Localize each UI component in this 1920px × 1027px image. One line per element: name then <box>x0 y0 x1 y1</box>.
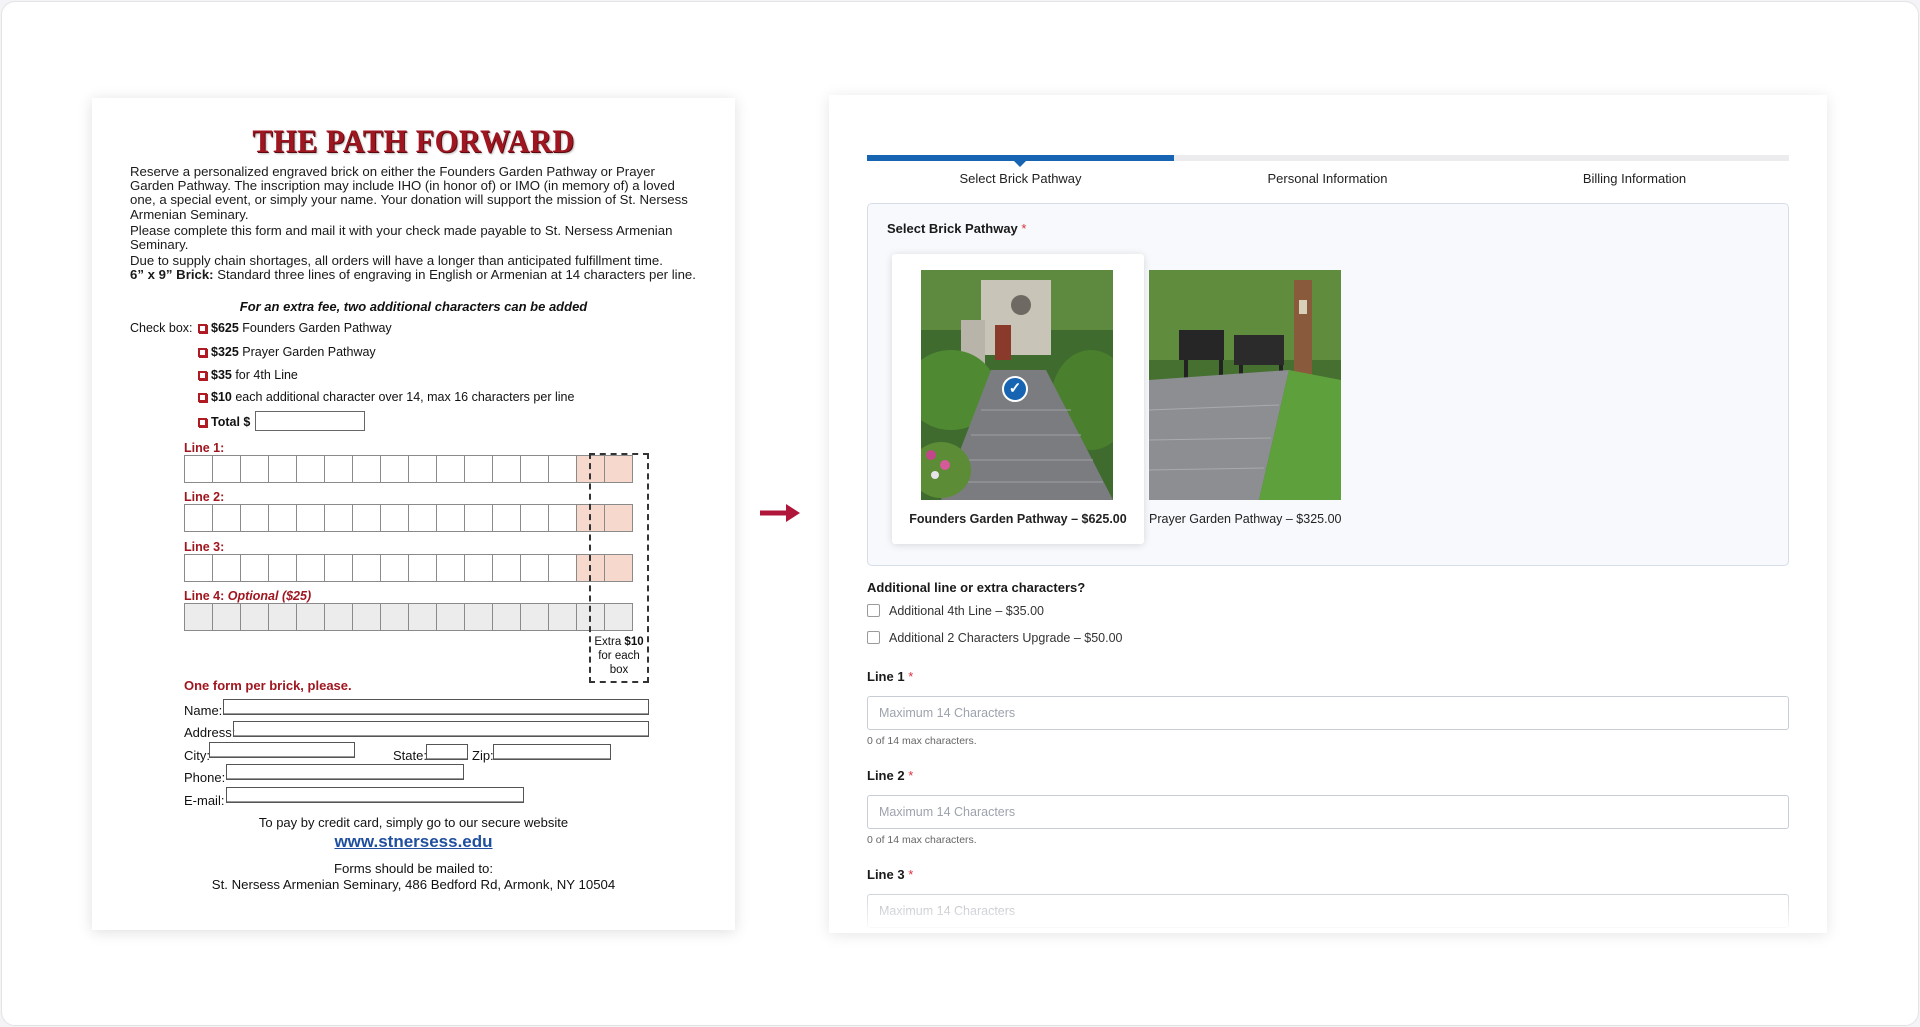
extra-box-note: Extra $10 for each box <box>594 636 644 676</box>
character-box[interactable] <box>492 504 521 532</box>
character-box[interactable] <box>352 455 381 483</box>
email-input[interactable] <box>226 787 524 803</box>
name-input[interactable] <box>223 699 649 715</box>
pathway-selector <box>867 203 1789 566</box>
character-box[interactable] <box>212 603 241 631</box>
phone-label: Phone: <box>184 770 226 785</box>
prayer-option-label: Prayer Garden Pathway – $325.00 <box>1149 512 1342 526</box>
brick-size-text: Standard three lines of engraving in English or Armenian at 14 characters per line. <box>213 267 696 283</box>
zip-label: Zip: <box>472 748 494 763</box>
intro-paragraph-3: Due to supply chain shortages, all orders will have a longer than anticipated fulfillment time. <box>130 253 663 269</box>
character-box[interactable] <box>408 504 437 532</box>
character-box[interactable] <box>352 554 381 582</box>
line-2-field-label: Line 2 * <box>867 768 914 783</box>
paper-intro <box>130 165 702 285</box>
character-box[interactable] <box>212 455 241 483</box>
character-box[interactable] <box>268 554 297 582</box>
option-total: Total $ <box>198 415 250 429</box>
character-box[interactable] <box>184 603 213 631</box>
intro-paragraph-1: Reserve a personalized engraved brick on either the Founders Garden Pathway or Prayer Garden Pathway. The inscription may include IHO (in honor of) or IMO (in memory of) a loved one, a special event, or simply your name. Your donation will support the mission of St. Nersess Armenian Seminary. <box>130 164 688 222</box>
intro-paragraph-2: Please complete this form and mail it with your check made payable to St. Nersess Armenian Seminary. <box>130 222 673 253</box>
character-box[interactable] <box>436 455 465 483</box>
line-2-hint: 0 of 14 max characters. <box>867 834 977 846</box>
checkbox-icon[interactable] <box>867 604 880 617</box>
checkbox-icon[interactable] <box>198 348 207 357</box>
total-input[interactable] <box>255 411 365 431</box>
character-box[interactable] <box>296 603 325 631</box>
state-input[interactable] <box>426 744 468 760</box>
character-box[interactable] <box>408 603 437 631</box>
city-label: City: <box>184 748 210 763</box>
character-box[interactable] <box>268 504 297 532</box>
check-circle-icon: ✓ <box>1002 376 1028 402</box>
mailed-title: Forms should be mailed to: <box>333 861 494 876</box>
line-1-hint: 0 of 14 max characters. <box>867 735 977 747</box>
address-input[interactable] <box>233 721 649 737</box>
checkbox-icon[interactable] <box>867 631 880 644</box>
email-label: E-mail: <box>184 793 225 808</box>
line-4-grid[interactable] <box>184 603 632 631</box>
extra-fee-note: For an extra fee, two additional characters can be added <box>239 299 588 314</box>
checkbox-icon[interactable] <box>198 418 207 427</box>
arrow-right-icon <box>760 501 802 525</box>
character-box[interactable] <box>548 603 577 631</box>
option-prayer-garden[interactable] <box>1149 254 1401 544</box>
line-2-input[interactable] <box>867 795 1789 829</box>
step-caret-icon <box>1014 161 1026 167</box>
check-box-label: Check box: <box>130 321 193 335</box>
prayer-garden-photo <box>1149 270 1341 500</box>
pathway-label: Select Brick Pathway * <box>887 221 1027 236</box>
mailed-address: St. Nersess Armenian Seminary, 486 Bedford Rd, Armonk, NY 10504 <box>211 877 616 892</box>
checkbox-icon[interactable] <box>198 324 207 333</box>
option-prayer[interactable]: $325 Prayer Garden Pathway <box>198 345 376 359</box>
step-billing-info[interactable]: Billing Information <box>1582 171 1687 186</box>
pay-note: To pay by credit card, simply go to our secure website <box>258 815 569 830</box>
character-box[interactable] <box>408 554 437 582</box>
character-box[interactable] <box>324 603 353 631</box>
character-box[interactable] <box>240 603 269 631</box>
mailing-info <box>92 861 735 893</box>
character-box[interactable] <box>436 603 465 631</box>
character-box[interactable] <box>212 554 241 582</box>
checkbox-4th-line[interactable]: Additional 4th Line – $35.00 <box>867 604 1044 618</box>
character-box[interactable] <box>212 504 241 532</box>
character-box[interactable] <box>296 554 325 582</box>
character-box[interactable] <box>520 504 549 532</box>
character-box[interactable] <box>324 455 353 483</box>
character-box[interactable] <box>380 554 409 582</box>
city-input[interactable] <box>209 742 355 758</box>
step-select-pathway[interactable]: Select Brick Pathway <box>959 171 1082 186</box>
character-box[interactable] <box>436 504 465 532</box>
character-box[interactable] <box>380 455 409 483</box>
character-box[interactable] <box>464 603 493 631</box>
brick-size-label: 6” x 9” Brick: <box>130 267 214 283</box>
line-4-label: Line 4: Optional ($25) <box>184 589 312 603</box>
character-box[interactable] <box>548 504 577 532</box>
state-label: State: <box>393 748 427 763</box>
one-form-note: One form per brick, please. <box>184 678 352 693</box>
character-box[interactable] <box>492 554 521 582</box>
character-box[interactable] <box>492 603 521 631</box>
step-personal-info[interactable]: Personal Information <box>1267 171 1388 186</box>
option-founders-garden[interactable] <box>892 254 1144 544</box>
zip-input[interactable] <box>493 744 611 760</box>
character-box[interactable] <box>324 554 353 582</box>
additional-title: Additional line or extra characters? <box>867 580 1086 595</box>
character-box[interactable] <box>184 554 213 582</box>
character-box[interactable] <box>268 603 297 631</box>
character-box[interactable] <box>184 455 213 483</box>
scroll-fade <box>829 887 1827 933</box>
character-box[interactable] <box>464 455 493 483</box>
character-box[interactable] <box>352 504 381 532</box>
line-3-label: Line 3: <box>184 540 225 554</box>
line-1-input[interactable] <box>867 696 1789 730</box>
line-3-grid[interactable] <box>184 554 632 582</box>
character-box[interactable] <box>240 504 269 532</box>
character-box[interactable] <box>380 504 409 532</box>
line-3-field-label: Line 3 * <box>867 867 914 882</box>
line-2-grid[interactable] <box>184 504 632 532</box>
character-box[interactable] <box>324 504 353 532</box>
character-box[interactable] <box>520 455 549 483</box>
checkbox-extra-chars[interactable]: Additional 2 Characters Upgrade – $50.00 <box>867 631 1122 645</box>
character-box[interactable] <box>380 603 409 631</box>
address-label: Address: <box>184 725 236 740</box>
character-box[interactable] <box>240 554 269 582</box>
line-2-label: Line 2: <box>184 490 225 504</box>
character-box[interactable] <box>184 504 213 532</box>
character-box[interactable] <box>548 455 577 483</box>
founders-option-label: Founders Garden Pathway – $625.00 <box>909 512 1127 526</box>
line-1-field-label: Line 1 * <box>867 669 914 684</box>
paper-title: THE PATH FORWARD <box>252 124 575 160</box>
line-1-grid[interactable] <box>184 455 632 483</box>
character-box[interactable] <box>548 554 577 582</box>
character-box[interactable] <box>520 554 549 582</box>
checkbox-icon[interactable] <box>198 371 207 380</box>
option-founders[interactable]: $625 Founders Garden Pathway <box>198 321 392 335</box>
character-box[interactable] <box>296 504 325 532</box>
brick-size-note <box>130 268 702 282</box>
web-form <box>829 95 1827 933</box>
option-4th-line[interactable]: $35 for 4th Line <box>198 368 298 382</box>
website-link[interactable]: www.stnersess.edu <box>334 832 493 851</box>
option-extra-chars[interactable]: $10 each additional character over 14, max 16 characters per line <box>198 390 574 404</box>
character-box[interactable] <box>352 603 381 631</box>
line-1-label: Line 1: <box>184 441 225 455</box>
step-progress <box>867 155 1789 161</box>
character-box[interactable] <box>492 455 521 483</box>
name-label: Name: <box>184 703 223 718</box>
phone-input[interactable] <box>226 764 464 780</box>
paper-form <box>92 98 735 930</box>
character-box[interactable] <box>408 455 437 483</box>
character-box[interactable] <box>436 554 465 582</box>
character-box[interactable] <box>296 455 325 483</box>
checkbox-icon[interactable] <box>198 393 207 402</box>
character-box[interactable] <box>268 455 297 483</box>
character-box[interactable] <box>464 504 493 532</box>
character-box[interactable] <box>464 554 493 582</box>
character-box[interactable] <box>520 603 549 631</box>
character-box[interactable] <box>240 455 269 483</box>
